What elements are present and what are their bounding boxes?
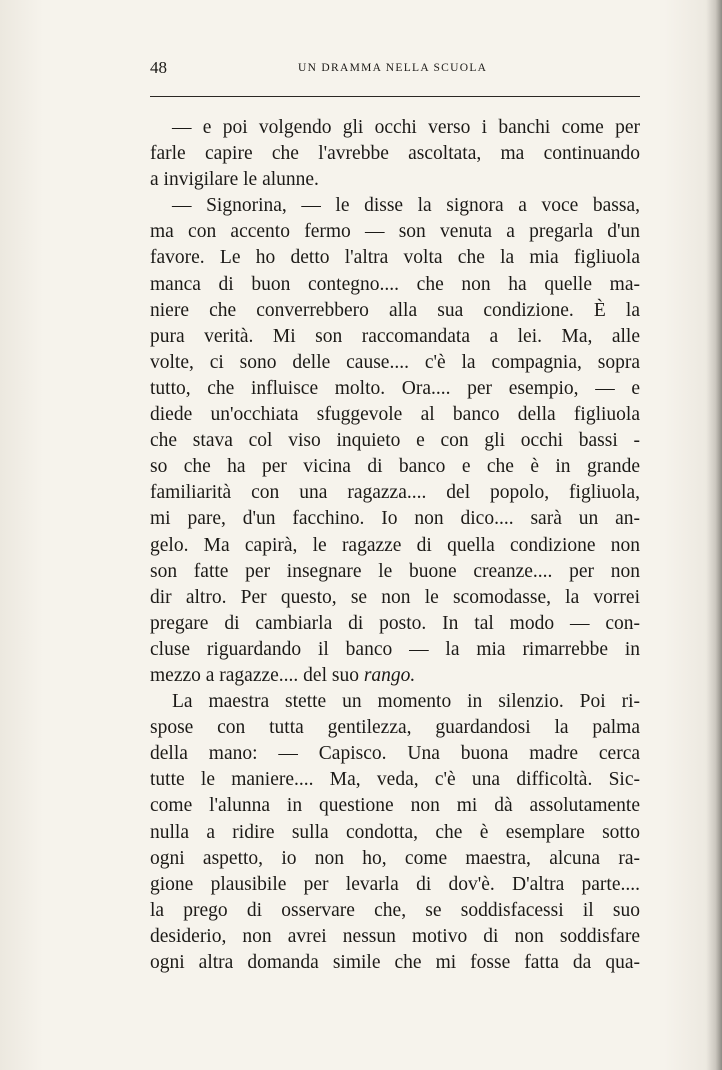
text-line: niere che converrebbero alla sua condizione. È la bbox=[150, 299, 640, 321]
text-line: — Signorina, — le disse la signora a voce bassa, bbox=[172, 195, 640, 217]
page-header bbox=[150, 58, 640, 82]
body-text bbox=[150, 115, 640, 976]
running-head: UN DRAMMA NELLA SCUOLA bbox=[298, 62, 488, 74]
text-line: a invigilare le alunne. bbox=[150, 169, 319, 191]
text-line: familiarità con una ragazza.... del popolo, figliuola, bbox=[150, 482, 640, 504]
text-line: della mano: — Capisco. Una buona madre cerca bbox=[150, 743, 640, 765]
text-line: La maestra stette un momento in silenzio. Poi ri- bbox=[172, 691, 640, 713]
text-segment: mezzo a ragazze.... del suo bbox=[150, 664, 359, 686]
page-edge-shadow bbox=[706, 0, 722, 1070]
text-line: cluse riguardando il banco — la mia rimarrebbe in bbox=[150, 638, 640, 660]
text-line: diede un'occhiata sfuggevole al banco della figliuola bbox=[150, 404, 640, 426]
text-line: dir altro. Per questo, se non le scomodasse, la vorrei bbox=[150, 586, 640, 608]
text-line: che stava col viso inquieto e con gli occhi bassi - bbox=[150, 430, 640, 452]
text-line: desiderio, non avrei nessun motivo di non soddisfare bbox=[150, 925, 640, 947]
text-line: spose con tutta gentilezza, guardandosi la palma bbox=[150, 717, 640, 739]
text-line: ma con accento fermo — son venuta a pregarla d'un bbox=[150, 221, 640, 243]
text-line: nulla a ridire sulla condotta, che è esemplare sotto bbox=[150, 821, 640, 843]
text-line: farle capire che l'avrebbe ascoltata, ma continuando bbox=[150, 143, 640, 165]
text-line: pura verità. Mi son raccomandata a lei. Ma, alle bbox=[150, 325, 640, 347]
text-line: mi pare, d'un facchino. Io non dico.... sarà un an- bbox=[150, 508, 640, 530]
text-line: tutto, che influisce molto. Ora.... per esempio, — e bbox=[150, 377, 640, 399]
text-line: pregare di cambiarla di posto. In tal modo — con- bbox=[150, 612, 640, 634]
italic-word: rango. bbox=[363, 664, 416, 686]
text-line: gione plausibile per levarla di dov'è. D'altra parte.... bbox=[150, 873, 640, 895]
header-rule bbox=[150, 96, 640, 97]
text-line: manca di buon contegno.... che non ha quelle ma- bbox=[150, 273, 640, 295]
page-number: 48 bbox=[150, 58, 167, 77]
text-line: — e poi volgendo gli occhi verso i banchi come per bbox=[172, 117, 640, 138]
text-line: come l'alunna in questione non mi dà assolutamente bbox=[150, 795, 640, 817]
text-line: ogni altra domanda simile che mi fosse fatta da qua- bbox=[150, 952, 640, 973]
text-line-with-italic bbox=[150, 663, 640, 689]
text-line: gelo. Ma capirà, le ragazze di quella condizione non bbox=[150, 534, 640, 556]
text-line: la prego di osservare che, se soddisfacessi il suo bbox=[150, 899, 640, 921]
text-line: ogni aspetto, io non ho, come maestra, alcuna ra- bbox=[150, 847, 640, 869]
text-line: volte, ci sono delle cause.... c'è la compagnia, sopra bbox=[150, 351, 640, 373]
text-line: favore. Le ho detto l'altra volta che la mia figliuola bbox=[150, 247, 640, 269]
text-line: so che ha per vicina di banco e che è in grande bbox=[150, 456, 640, 478]
text-line: tutte le maniere.... Ma, veda, c'è una difficoltà. Sic- bbox=[150, 769, 640, 791]
text-line: son fatte per insegnare le buone creanze.... per non bbox=[150, 560, 640, 582]
